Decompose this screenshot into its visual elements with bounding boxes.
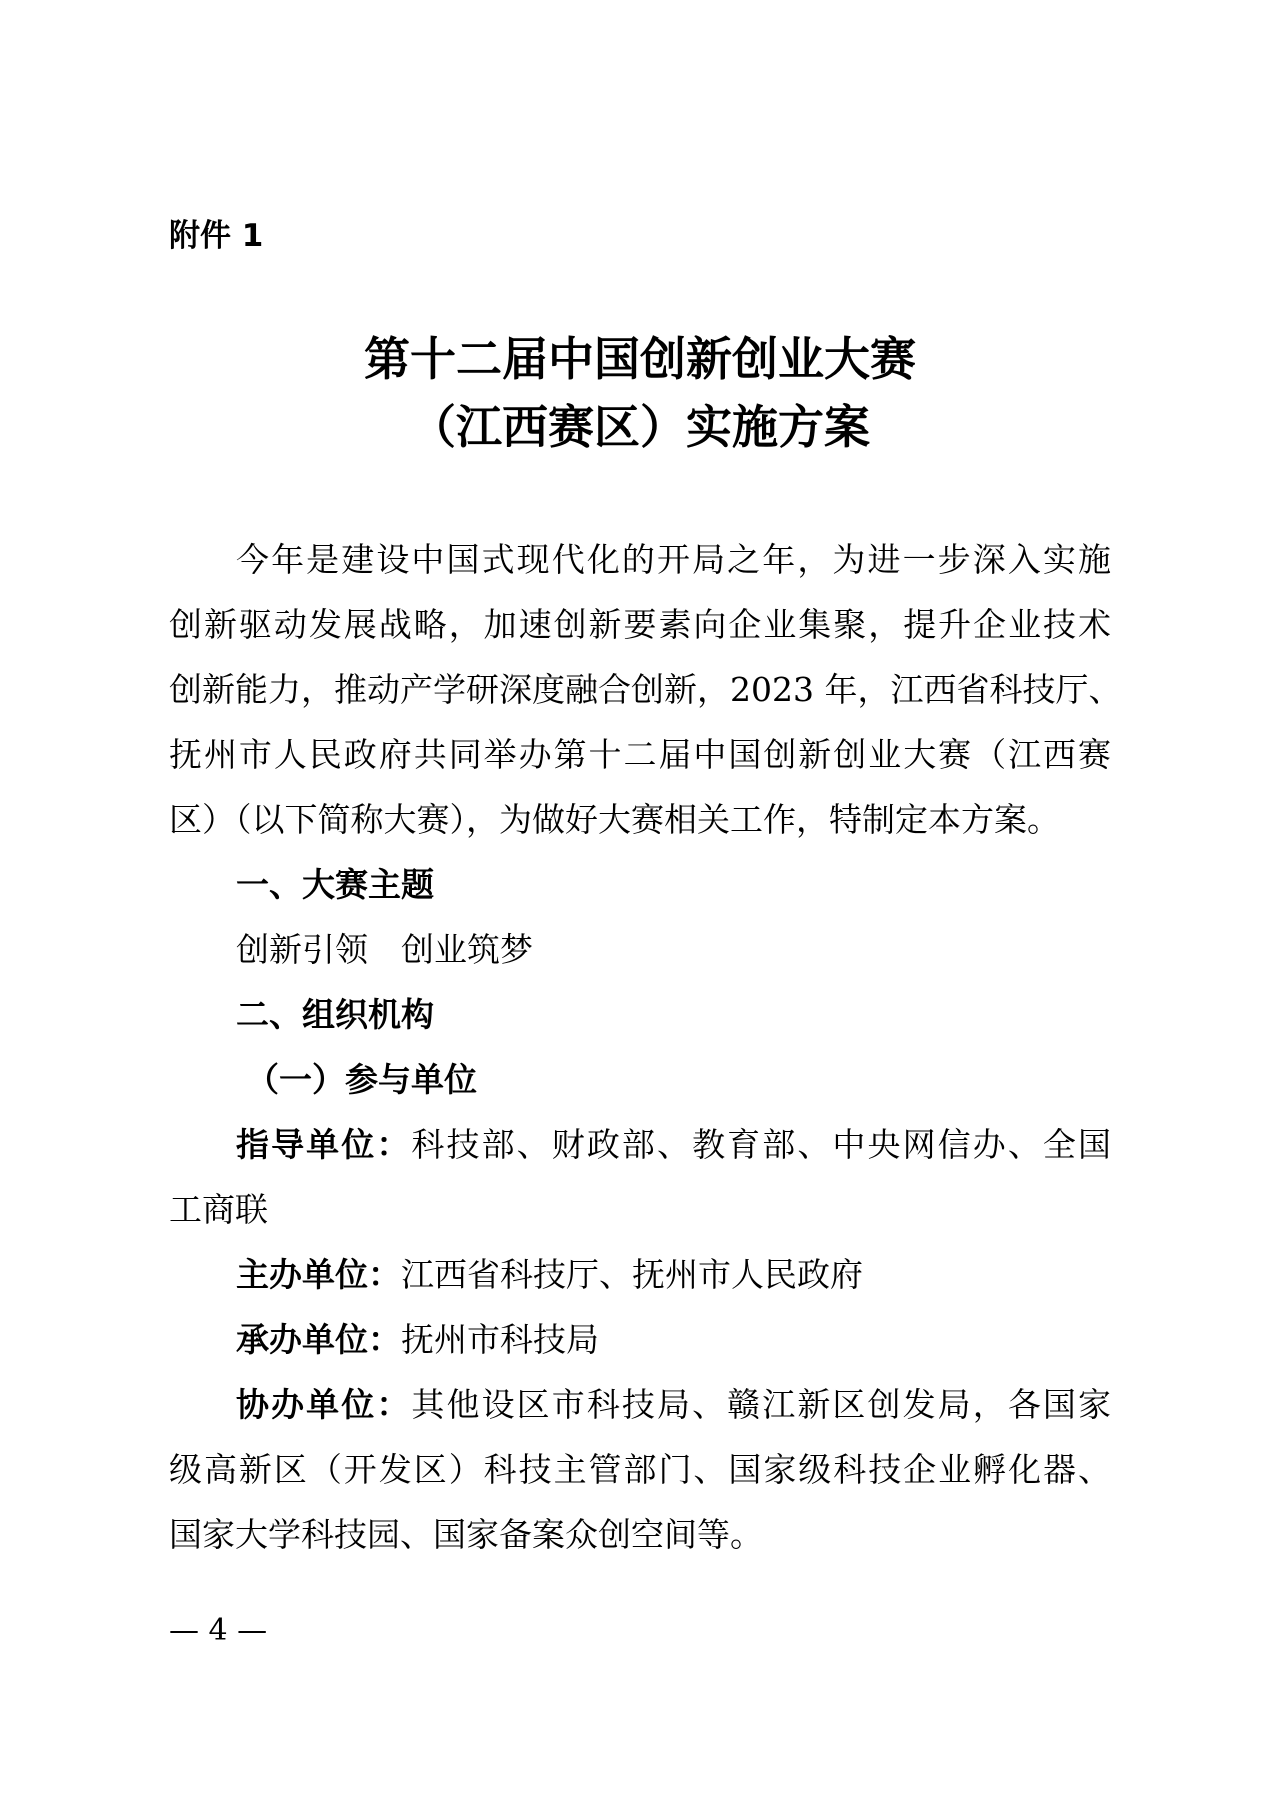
document-title-line-2: （江西赛区）实施方案 [410,400,870,454]
organizer-label: 承办单位： [236,1320,401,1359]
co-organizer-value-line-3: 国家大学科技园、国家备案众创空间等。 [169,1515,763,1554]
host-units [236,1255,863,1294]
intro-line-5: 区）（以下简称大赛），为做好大赛相关工作，特制定本方案。 [169,800,1060,839]
intro-line-4: 抚州市人民政府共同举办第十二届中国创新创业大赛（江西赛 [169,735,1111,774]
guidance-value: 科技部、财政部、教育部、中央网信办、全国 [411,1125,1112,1164]
guidance-units [236,1125,1112,1164]
host-value: 江西省科技厅、抚州市人民政府 [401,1255,863,1294]
co-organizer-value-line-2: 级高新区（开发区）科技主管部门、国家级科技企业孵化器、 [169,1450,1111,1489]
section-2-heading: 二、组织机构 [236,995,434,1034]
intro-line-1: 今年是建设中国式现代化的开局之年，为进一步深入实施 [236,540,1111,579]
attachment-label: 附件 1 [169,218,264,254]
co-organizer-label: 协办单位： [236,1385,412,1424]
page-number: — 4 — [169,1613,268,1648]
intro-line-3: 创新能力，推动产学研深度融合创新，2023 年，江西省科技厅、 [169,670,1122,709]
organizer-units [236,1320,599,1359]
co-organizer-value: 其他设区市科技局、赣江新区创发局，各国家 [411,1385,1112,1424]
host-label: 主办单位： [236,1255,401,1294]
document-title-line-1: 第十二届中国创新创业大赛 [364,332,916,386]
section-1-body: 创新引领 创业筑梦 [236,930,533,969]
organizer-value: 抚州市科技局 [401,1320,599,1359]
guidance-value-continued: 工商联 [169,1190,268,1229]
section-1-heading: 一、大赛主题 [236,865,434,904]
guidance-label: 指导单位： [236,1125,412,1164]
section-2-subheading: （一）参与单位 [246,1060,477,1099]
intro-line-2: 创新驱动发展战略，加速创新要素向企业集聚，提升企业技术 [169,605,1111,644]
co-organizer-units [236,1385,1112,1424]
